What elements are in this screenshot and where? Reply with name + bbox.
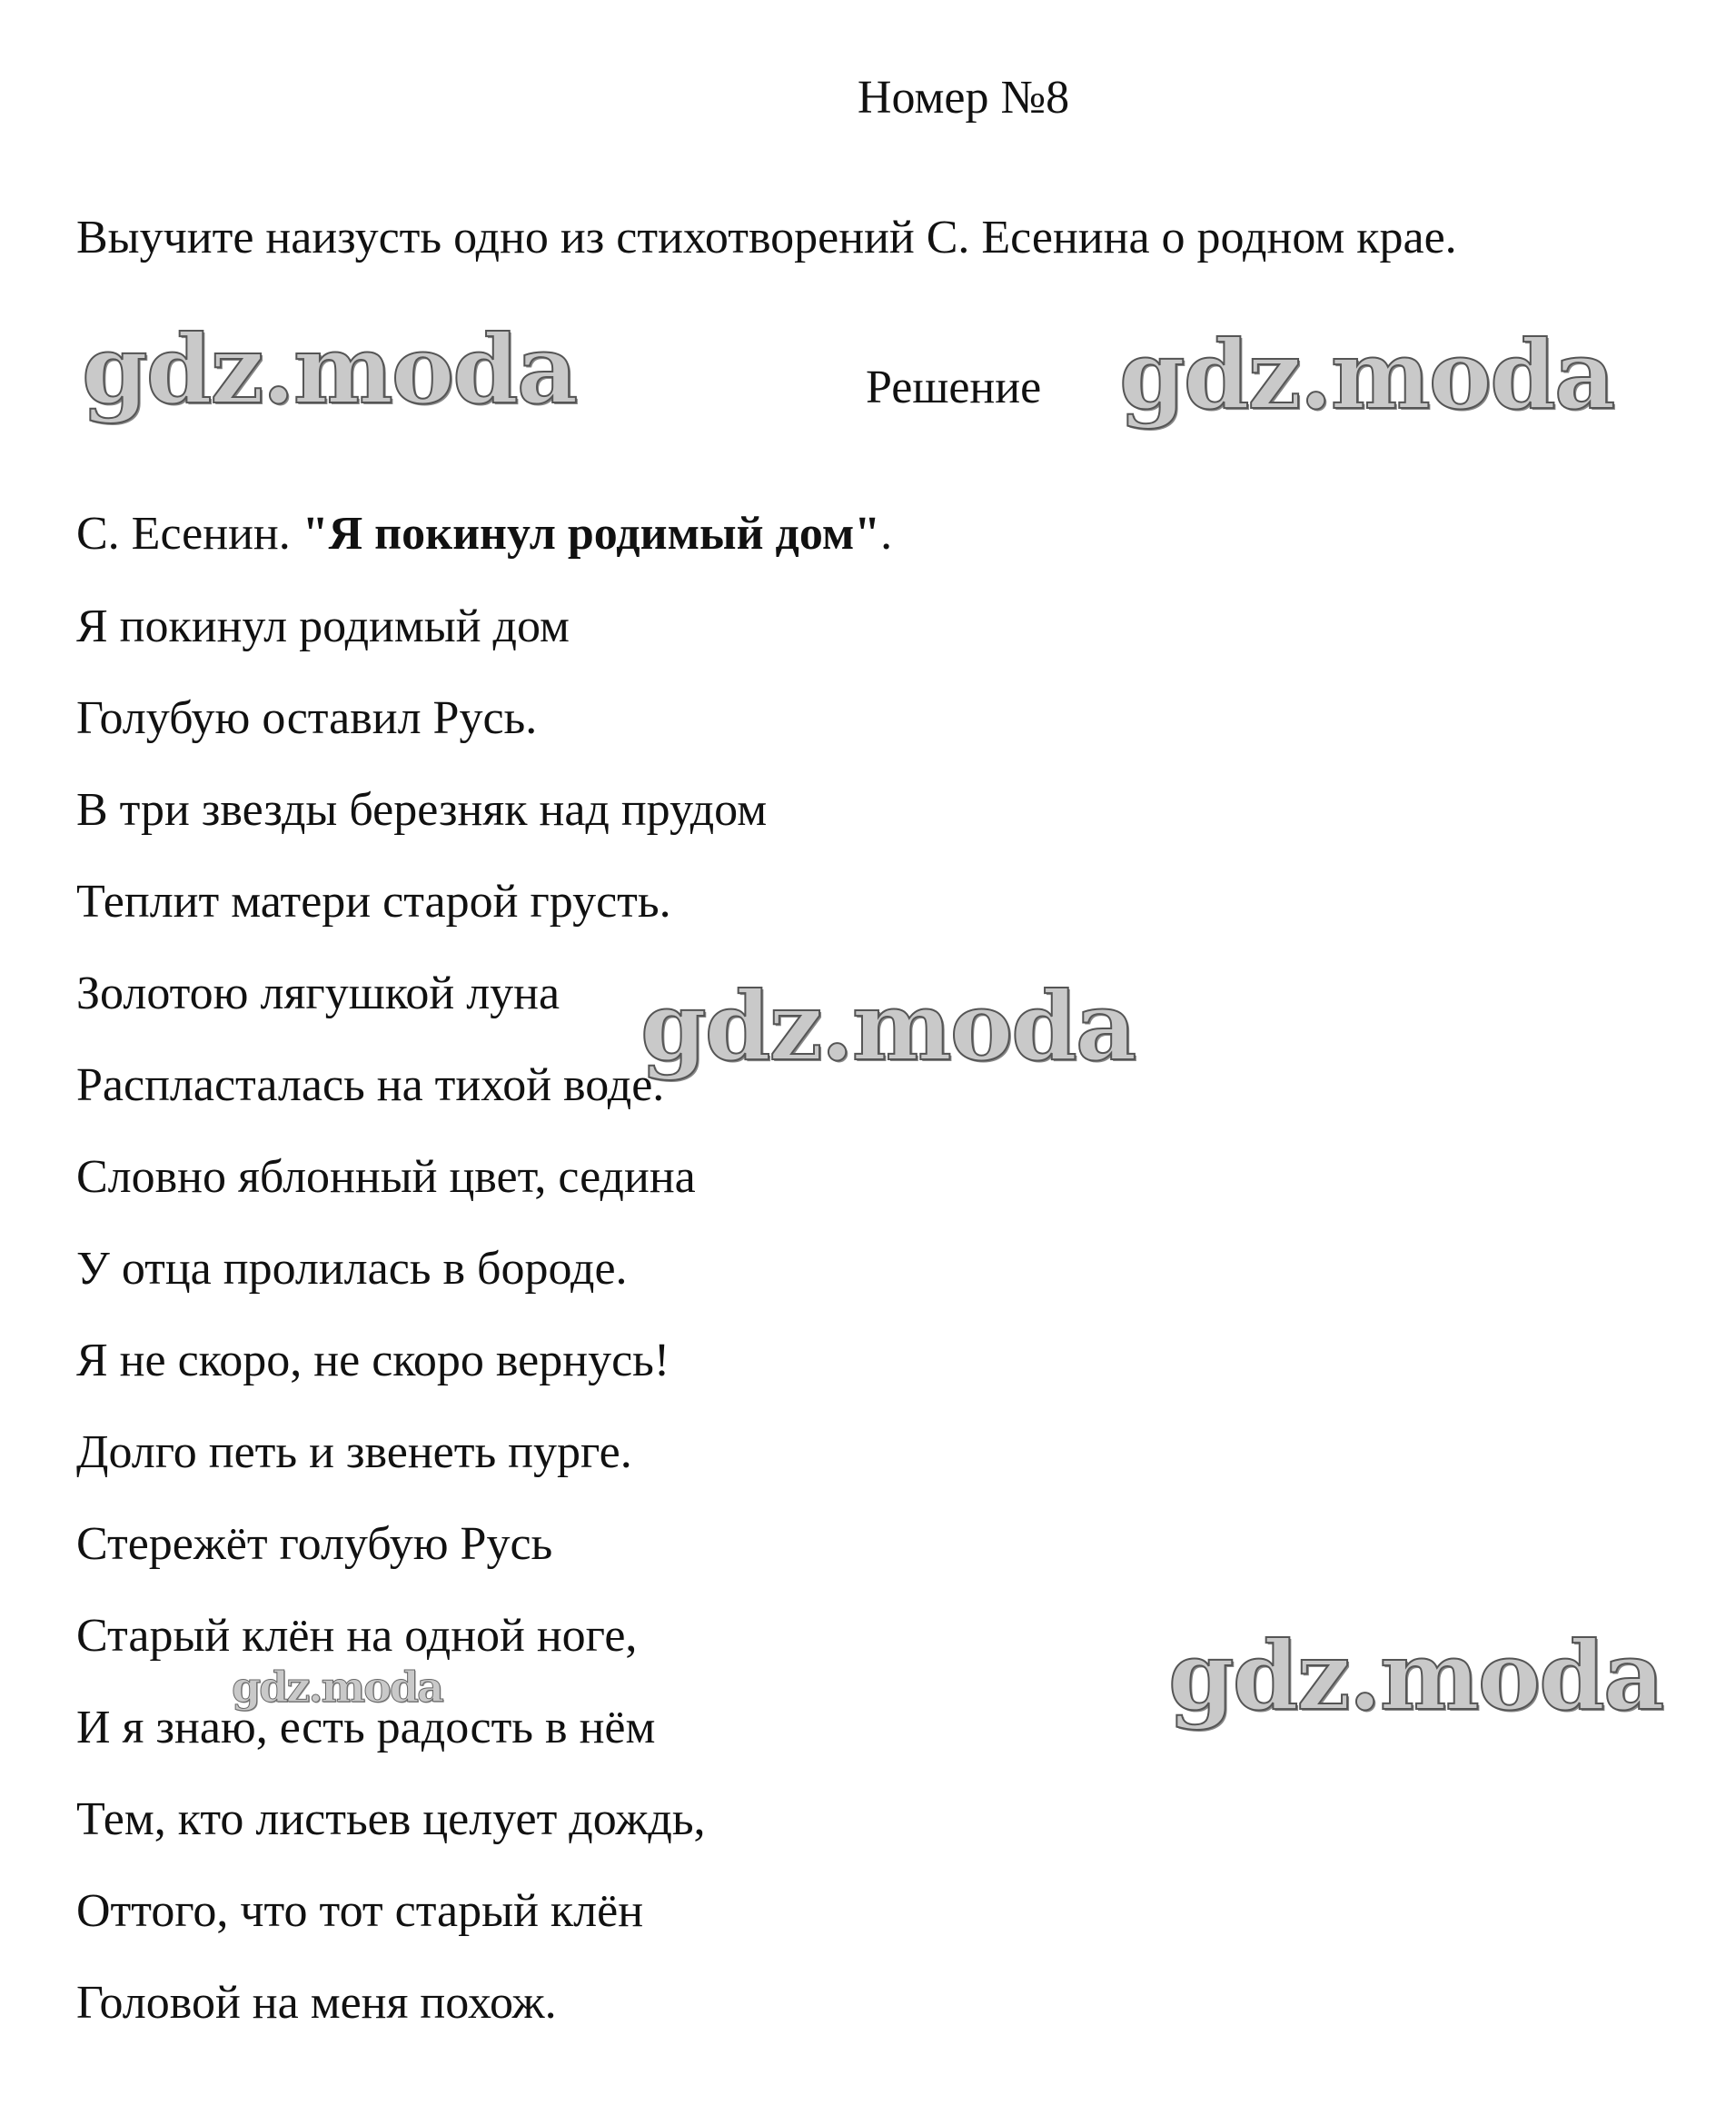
exercise-number-heading: Номер №8 <box>857 72 1070 124</box>
poem-line: Стережёт голубую Русь <box>76 1518 553 1570</box>
poem-line: В три звезды березняк над прудом <box>76 784 768 836</box>
poem-line: И я знаю, есть радость в нём <box>76 1702 656 1753</box>
poem-line: Старый клён на одной ноге, <box>76 1610 638 1662</box>
watermark-logo: gdz.moda <box>1168 1620 1663 1732</box>
poem-line: У отца пролилась в бороде. <box>76 1243 628 1295</box>
watermark-logo: gdz.moda <box>640 970 1136 1082</box>
watermark-logo-small: gdz.moda <box>232 1663 442 1712</box>
poem-title-period: . <box>880 508 893 560</box>
poem-line: Теплит матери старой грусть. <box>76 876 671 928</box>
poem-line: Распласталась на тихой воде. <box>76 1059 665 1111</box>
poem-line: Головой на меня похож. <box>76 1977 557 2029</box>
poem-line: Оттого, что тот старый клён <box>76 1885 644 1937</box>
poem-line: Золотою лягушкой луна <box>76 968 560 1019</box>
poem-text <box>76 600 767 2068</box>
poem-line: Голубую оставил Русь. <box>76 692 538 744</box>
task-text: Выучите наизусть одно из стихотворений С. Есенина о родном крае. <box>76 212 1457 263</box>
poem-line: Я не скоро, не скоро вернусь! <box>76 1335 670 1386</box>
poem-line: Долго петь и звенеть пурге. <box>76 1426 632 1478</box>
watermark-logo: gdz.moda <box>82 313 577 425</box>
watermark-logo: gdz.moda <box>1119 319 1614 431</box>
poem-name: "Я покинул родимый дом" <box>302 508 881 560</box>
poem-line: Словно яблонный цвет, седина <box>76 1151 696 1203</box>
solution-label: Решение <box>866 362 1042 413</box>
poem-line: Тем, кто листьев целует дождь, <box>76 1793 706 1845</box>
poem-title <box>76 507 892 561</box>
poem-author: С. Есенин. <box>76 508 303 560</box>
poem-line: Я покинул родимый дом <box>76 601 570 652</box>
